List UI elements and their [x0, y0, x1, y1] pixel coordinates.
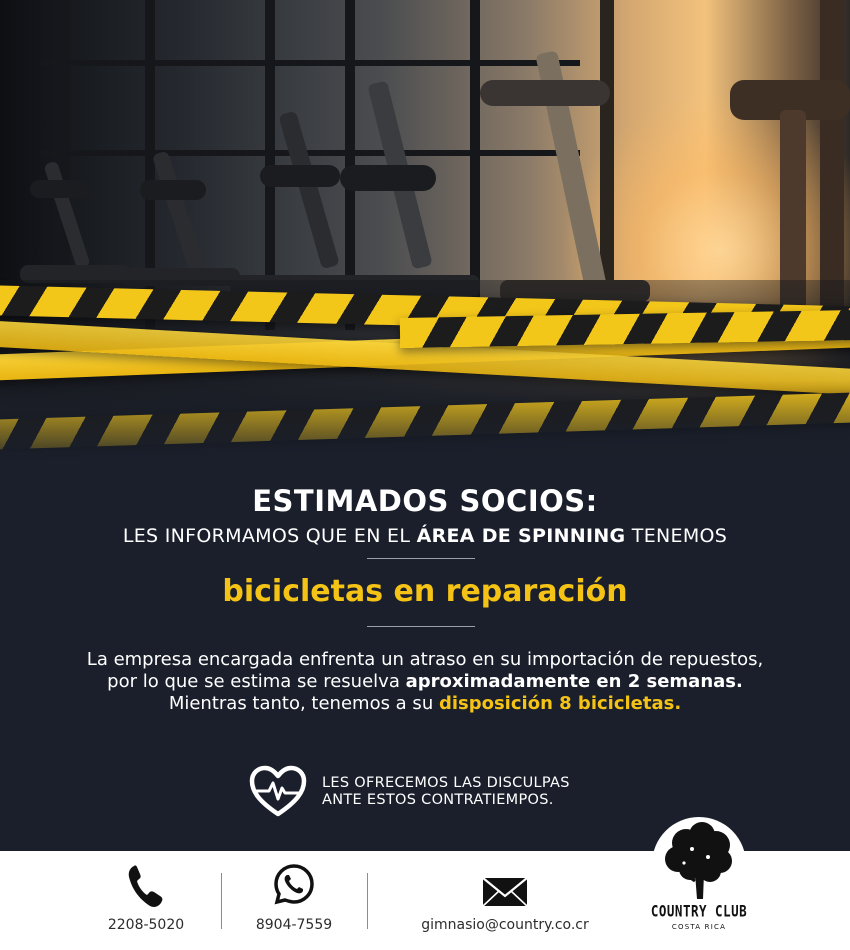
body-text — [0, 649, 850, 715]
exercise-bike — [720, 50, 850, 310]
body-line-text: por lo que se estima se resuelva — [107, 671, 406, 692]
body-line: La empresa encargada enfrenta un atraso en su importación de repuestos, — [86, 649, 764, 670]
phone-icon — [126, 863, 166, 909]
highlight-title: bicicletas en reparación — [222, 574, 628, 609]
envelope-icon — [482, 871, 528, 915]
area-name: ÁREA DE SPINNING — [416, 525, 626, 547]
exercise-bike — [480, 30, 680, 300]
logo-name: COUNTRY CLUB — [650, 900, 748, 921]
separator — [221, 873, 222, 929]
duration-emphasis: aproximadamente en 2 semanas. — [405, 671, 743, 692]
heart-pulse-icon — [248, 764, 308, 820]
heading: ESTIMADOS SOCIOS: — [252, 484, 598, 518]
subheading-text: TENEMOS — [625, 525, 728, 547]
whatsapp-contact[interactable] — [232, 851, 356, 950]
body-line — [0, 693, 850, 715]
body-line-text: Mientras tanto, tenemos a su — [168, 693, 439, 714]
email-contact[interactable] — [398, 851, 612, 950]
email-address: gimnasio@country.co.cr — [421, 917, 589, 933]
divider — [367, 558, 475, 559]
logo-badge — [652, 817, 746, 911]
logo-subtitle: COSTA RICA — [671, 923, 727, 931]
whatsapp-number: 8904-7559 — [255, 917, 333, 933]
apology-message — [322, 775, 570, 809]
gym-photo — [0, 0, 850, 470]
tree-icon — [662, 821, 736, 901]
availability-emphasis: disposición 8 bicicletas. — [438, 693, 682, 714]
phone-number: 2208-5020 — [107, 917, 185, 933]
subheading-text: LES INFORMAMOS QUE EN EL — [122, 525, 417, 547]
separator — [367, 873, 368, 929]
subheading — [0, 525, 850, 547]
whatsapp-icon — [273, 863, 315, 905]
photo-fade — [0, 380, 850, 470]
apology-line: LES OFRECEMOS LAS DISCULPAS — [322, 775, 570, 791]
phone-contact[interactable] — [82, 851, 210, 950]
exercise-bike — [330, 80, 490, 300]
body-line — [0, 671, 850, 693]
apology-line: ANTE ESTOS CONTRATIEMPOS. — [322, 792, 554, 808]
apology-block — [248, 764, 668, 820]
divider — [367, 626, 475, 627]
